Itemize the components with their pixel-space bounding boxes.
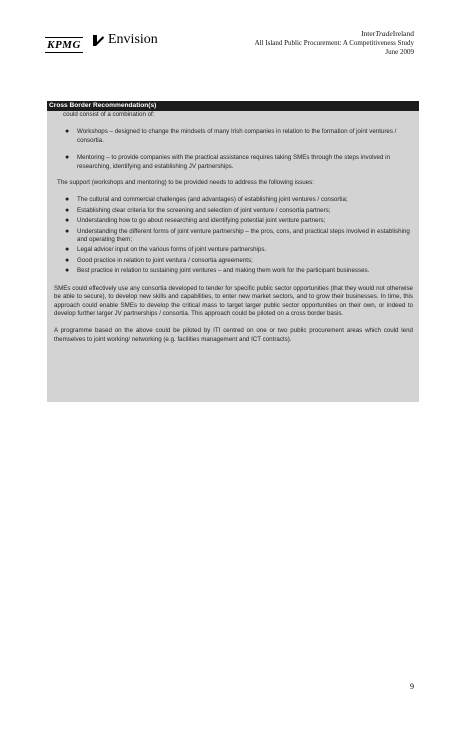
report-info [255, 29, 414, 58]
bullet-icon: ● [65, 246, 70, 254]
bullet-icon: ● [65, 227, 70, 235]
report-title: All Island Public Procurement: A Competitiveness Study [254, 38, 414, 47]
bullet-icon: ● [65, 154, 70, 162]
bullet-icon: ● [65, 256, 70, 264]
support-text: The support (workshops and mentoring) to be provided needs to address the following issues: [57, 179, 314, 187]
list-item: ● Legal advice/ input on the various forms of joint venture partnerships. [65, 246, 267, 254]
list-item: ● Understanding how to go about researching and identifying potential joint venture partners; [65, 217, 326, 225]
kpmg-logo [45, 37, 83, 53]
recommendation-box [47, 101, 419, 402]
bullet-icon: ● [65, 196, 70, 204]
list-item: ● Mentoring – to provide companies with the practical assistance requires taking SMEs through the steps involved in researching, identifying and establishing JV partnerships. [65, 154, 390, 170]
box-body [47, 111, 419, 344]
page-header [0, 0, 454, 70]
smes-paragraph: SMEs could effectively use any consortia developed to tender for specific public sector opportunities (that they would not otherwise be able to secure), to develop new skills and capabilities, to enter new market sectors, and to grow their businesses. In time, this approach could enable SMEs to develop the critical mass to target larger public sector opportunities on their own, or indeed to develop further larger JV partnerships / consortia. This approach could be piloted on a cross border basis. [54, 284, 413, 317]
support-type-list [54, 128, 413, 171]
list-item: ● Best practice in relation to sustaining joint ventures – and making them work for the participant businesses. [65, 267, 370, 275]
issue-list [54, 196, 413, 275]
organisation-name: InterTradeIreland [361, 29, 414, 38]
bullet-icon: ● [65, 267, 70, 275]
programme-paragraph: A programme based on the above could be piloted by ITI centred on one or two public procurement areas which could lend themselves to joint working/ networking (e.g. facilities management and ICT contracts). [54, 327, 413, 343]
list-item: ● The cultural and commercial challenges (and advantages) of establishing joint ventures / consortia; [65, 196, 348, 204]
box-title: Cross Border Recommendation(s) [47, 101, 419, 111]
report-date: June 2009 [385, 48, 414, 56]
intro-text: could consist of a combination of: [63, 111, 155, 118]
envision-mark-icon [92, 34, 105, 47]
list-item: ● Understanding the different forms of joint venture partnership – the pros, cons, and practical steps involved in establishing and operating them; [65, 227, 410, 244]
page-number: 9 [410, 682, 414, 691]
bullet-icon: ● [65, 206, 70, 214]
list-item: ● Good practice in relation to joint ventura / consortia agreements; [65, 256, 253, 264]
list-item: ● Establishing clear criteria for the screening and selection of joint venture / consortia partners; [65, 206, 331, 214]
bullet-icon: ● [65, 217, 70, 225]
envision-logo-text: Envision [108, 32, 158, 47]
list-item: ● Workshops – designed to change the mindsets of many Irish companies in relation to the formation of joint ventures / consortia. [65, 128, 397, 144]
envision-logo [92, 33, 158, 47]
bullet-icon: ● [65, 128, 70, 136]
kpmg-logo-text: KPMG [47, 38, 81, 51]
